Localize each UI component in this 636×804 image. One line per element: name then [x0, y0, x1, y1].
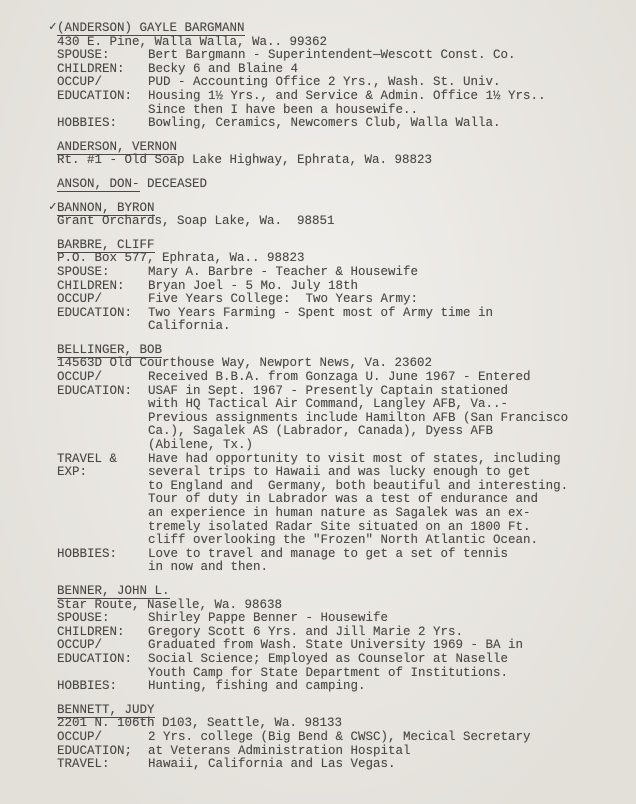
field-text: Since then I have been a housewife..	[148, 102, 419, 117]
entry-field-row	[57, 653, 608, 667]
field-text: Previous assignments include Hamilton AFB (San Francisco	[148, 410, 569, 425]
entry-field-row	[57, 320, 608, 334]
field-text: (Abilene, Tx.)	[148, 438, 254, 453]
directory-entry	[57, 704, 608, 772]
field-label	[57, 493, 148, 507]
field-text: Tour of duty in Labrador was a test of endurance and	[148, 492, 539, 507]
checkmark-icon: ✓	[49, 199, 57, 214]
entry-field-row	[57, 758, 608, 772]
field-label	[57, 104, 148, 118]
field-text: Gregory Scott 6 Yrs. and Jill Marie 2 Yrs.	[148, 624, 464, 639]
entry-field-row	[57, 466, 608, 480]
field-label: TRAVEL &	[57, 451, 118, 466]
entry-field-row	[57, 104, 608, 118]
field-text: an experience in human nature as Sagalek was an ex-	[148, 506, 531, 520]
field-text: California.	[148, 319, 231, 334]
entry-field-row	[57, 667, 608, 681]
field-text: Hunting, fishing and camping.	[148, 679, 366, 694]
entry-name: BARBRE, CLIFF	[57, 237, 155, 252]
field-label	[57, 398, 148, 412]
directory-entry	[57, 585, 608, 694]
directory-entry	[57, 239, 608, 334]
field-text: Received B.B.A. from Gonzaga U. June 1967 - Entered	[148, 370, 531, 385]
field-label: EDUCATION:	[57, 651, 133, 666]
field-text: Housing 1½ Yrs., and Service & Admin. Office 1½ Yrs..	[148, 88, 546, 103]
field-text: Becky 6 and Blaine 4	[148, 61, 299, 76]
entry-field-row	[57, 90, 608, 104]
entry-field-row	[57, 425, 608, 439]
entry-field-row	[57, 507, 608, 521]
field-text: with HQ Tactical Air Command, Langley AFB, Va..-	[148, 397, 509, 412]
entry-field-row	[57, 639, 608, 653]
field-label: SPOUSE:	[57, 48, 110, 63]
field-text: USAF in Sept. 1967 - Presently Captain stationed	[148, 383, 509, 398]
field-text: 2 Yrs. college (Big Bend & CWSC), Mecical Secretary	[148, 729, 531, 744]
entry-field-row	[57, 293, 608, 307]
entry-field-row	[57, 453, 608, 467]
field-text: Love to travel and manage to get a set of tennis	[148, 546, 509, 561]
field-label	[57, 507, 148, 521]
field-text: to England and Germany, both beautiful and interesting.	[148, 478, 569, 493]
entry-field-rows	[57, 612, 608, 694]
entry-field-row	[57, 412, 608, 426]
directory-entry	[57, 344, 608, 575]
entry-name: BENNER, JOHN L.	[57, 583, 170, 598]
entry-field-rows	[57, 371, 608, 575]
entry-field-rows	[57, 731, 608, 772]
checkmark-icon: ✓	[49, 20, 57, 34]
entry-field-row	[57, 521, 608, 535]
field-label: SPOUSE:	[57, 264, 110, 279]
entry-field-rows	[57, 266, 608, 334]
field-text: cliff overlooking the "Frozen" North Atlantic Ocean.	[148, 533, 539, 548]
entry-field-row	[57, 398, 608, 412]
entry-field-row	[57, 49, 608, 63]
entry-field-row	[57, 117, 608, 131]
field-label: HOBBIES:	[57, 116, 118, 131]
directory-entry	[49, 199, 608, 229]
entry-field-row	[57, 439, 608, 453]
field-label	[57, 425, 148, 439]
entry-name-line	[57, 704, 608, 718]
entry-name-line	[57, 344, 608, 358]
directory-entries	[49, 20, 608, 772]
field-text: Bert Bargmann - Superintendent—Wescott Const. Co.	[148, 48, 516, 63]
entry-name: (ANDERSON) GAYLE BARGMANN	[57, 21, 245, 35]
field-label	[57, 439, 148, 453]
field-label	[57, 561, 148, 575]
entry-address: 14563D Old Courthouse Way, Newport News, Va. 23602	[57, 356, 433, 371]
entry-name-line	[57, 178, 608, 192]
field-label: OCCUP/	[57, 75, 103, 90]
field-label	[57, 480, 148, 494]
field-text: Bowling, Ceramics, Newcomers Club, Walla Walla.	[148, 116, 501, 131]
field-label: EDUCATION:	[57, 383, 133, 398]
entry-name-line	[57, 141, 608, 155]
entry-name-suffix: DECEASED	[139, 176, 208, 191]
entry-address: P.O. Box 577, Ephrata, Wa.. 98823	[57, 251, 305, 266]
field-label	[57, 320, 148, 334]
entry-field-row	[57, 680, 608, 694]
entry-field-rows	[57, 49, 608, 131]
entry-field-row	[57, 63, 608, 77]
field-label	[57, 534, 148, 548]
field-label: TRAVEL:	[57, 757, 110, 772]
field-text: Have had opportunity to visit most of states, including	[148, 451, 561, 466]
entry-field-row	[57, 626, 608, 640]
field-label: CHILDREN:	[57, 624, 125, 639]
field-label: HOBBIES:	[57, 679, 118, 694]
field-label: HOBBIES:	[57, 546, 118, 561]
entry-address: 430 E. Pine, Walla Walla, Wa.. 99362	[57, 34, 328, 49]
field-label	[57, 412, 148, 426]
field-label: EDUCATION:	[57, 305, 133, 320]
field-text: tremely isolated Radar Site situated on an 1800 Ft.	[148, 519, 531, 534]
directory-entry	[57, 141, 608, 168]
field-label: OCCUP/	[57, 729, 103, 744]
field-label: CHILDREN:	[57, 278, 125, 293]
field-label: EDUCATION;	[57, 743, 133, 758]
field-label: OCCUP/	[57, 292, 103, 307]
field-text: at Veterans Administration Hospital	[148, 743, 411, 758]
field-label: CHILDREN:	[57, 61, 125, 76]
field-text: Social Science; Employed as Counselor at Naselle	[148, 651, 509, 666]
entry-field-row	[57, 745, 608, 759]
field-text: in now and then.	[148, 560, 269, 575]
directory-entry	[49, 20, 608, 131]
entry-address: Grant Orchards, Soap Lake, Wa. 98851	[57, 214, 335, 229]
field-text: Graduated from Wash. State University 1969 - BA in	[148, 638, 524, 653]
field-label	[57, 521, 148, 535]
entry-address: Rt. #1 - Old Soap Lake Highway, Ephrata, Wa. 98823	[57, 153, 433, 168]
entry-field-row	[57, 480, 608, 494]
entry-name: ANSON, DON-	[57, 176, 140, 191]
field-label	[57, 667, 148, 681]
entry-field-row	[57, 548, 608, 562]
entry-field-row	[57, 307, 608, 321]
entry-field-row	[57, 371, 608, 385]
entry-field-row	[57, 76, 608, 90]
field-text: Mary A. Barbre - Teacher & Housewife	[148, 264, 419, 279]
entry-name-line	[57, 585, 608, 599]
entry-name: BELLINGER, BOB	[57, 342, 163, 357]
entry-field-row	[57, 385, 608, 399]
entry-name-line	[49, 20, 608, 36]
entry-field-row	[57, 280, 608, 294]
field-label: EDUCATION:	[57, 88, 133, 103]
entry-address: 2201 N. 106th D103, Seattle, Wa. 98133	[57, 716, 343, 731]
field-label: OCCUP/	[57, 638, 103, 653]
entry-field-row	[57, 731, 608, 745]
directory-entry	[57, 178, 608, 192]
entry-field-row	[57, 612, 608, 626]
entry-name-line	[49, 199, 608, 216]
entry-field-row	[57, 266, 608, 280]
field-label: EXP:	[57, 465, 88, 480]
field-text: Youth Camp for State Department of Institutions.	[148, 665, 509, 680]
entry-field-row	[57, 561, 608, 575]
field-text: several trips to Hawaii and was lucky enough to get	[148, 465, 531, 480]
field-text: PUD - Accounting Office 2 Yrs., Wash. St. Univ.	[148, 75, 501, 90]
entry-field-row	[57, 534, 608, 548]
field-label: SPOUSE:	[57, 611, 110, 626]
field-text: Hawaii, California and Las Vegas.	[148, 757, 396, 772]
entry-address: Star Route, Naselle, Wa. 98638	[57, 597, 283, 612]
field-label: OCCUP/	[57, 370, 103, 385]
entry-name: BENNETT, JUDY	[57, 702, 155, 717]
entry-name-line	[57, 239, 608, 253]
entry-name: ANDERSON, VERNON	[57, 139, 178, 154]
field-text: Shirley Pappe Benner - Housewife	[148, 611, 389, 626]
field-text: Bryan Joel - 5 Mo. July 18th	[148, 278, 359, 293]
field-text: Ca.), Sagalek AS (Labrador, Canada), Dyess AFB	[148, 424, 494, 439]
field-text: Five Years College: Two Years Army:	[148, 292, 419, 307]
entry-name: BANNON, BYRON	[57, 200, 155, 215]
entry-field-row	[57, 493, 608, 507]
field-text: Two Years Farming - Spent most of Army time in	[148, 305, 494, 320]
